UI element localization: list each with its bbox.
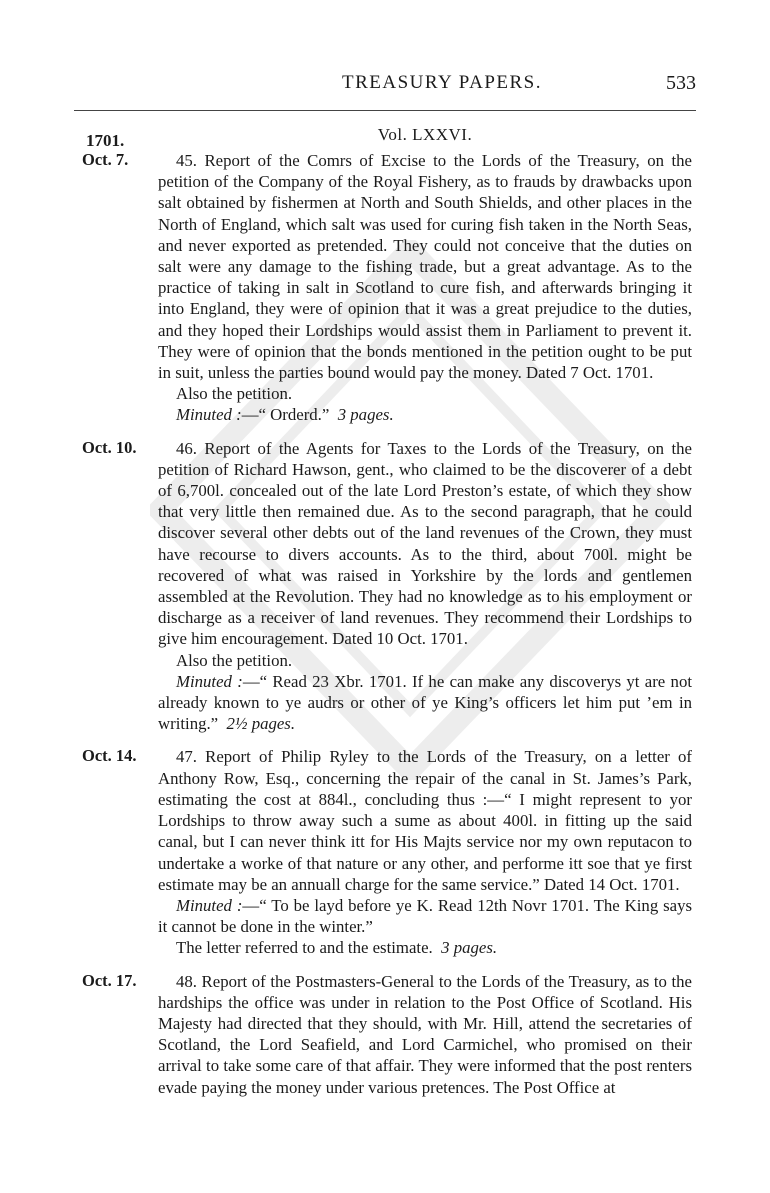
page-number: 533: [666, 72, 696, 94]
entry-48: [0, 971, 770, 1098]
entry-date: Oct. 17.: [82, 970, 137, 990]
enclosure-text: The letter referred to and the estimate.: [176, 938, 433, 958]
year-label: 1701.: [86, 131, 125, 150]
minuted-text: —“ Orderd.”: [241, 405, 330, 425]
minuted-text: —“ Read 23 Xbr. 1701. If he can make any discoverys yt are not already known to ye audrs or other of ye King’s officers let him put ’em in writing.”: [158, 671, 693, 734]
entry-text: 45. Report of the Comrs of Excise to the Lords of the Treasury, on the petition of the Company of the Royal Fishery, as to frauds by drawbacks upon salt obtained by fishermen at North and South Shields, and other places in the North of England, which salt was used for curing fish taken in the North Seas, and never exported as pretended. They could not conceive that the duties on salt were any damage to the fishing trade, but a great advantage. As to the practice of taking in salt in Scotland to cure fish, and afterwards bringing it into England, they were of opinion that it was a great prejudice to the duties, and they hoped their Lordships would assist them in Parliament to prevent it. They were of opinion that the bonds mentioned in the petition ought to be put in suit, unless the parties bound would pay the money. Dated 7 Oct. 1701.: [158, 151, 692, 383]
entry-body: [158, 438, 692, 735]
minuted-label: Minuted :: [176, 671, 243, 691]
minuted-text: —“ To be layd before ye K. Read 12th Novr 1701. The King says it cannot be done in the winter.”: [158, 895, 693, 937]
page-count: 3 pages.: [441, 938, 498, 958]
entry-47: [0, 746, 770, 958]
entry-date: Oct. 14.: [82, 746, 137, 766]
entry-45: [0, 150, 770, 426]
entry-text: 47. Report of Philip Ryley to the Lords of the Treasury, on a letter of Anthony Row, Esq., concerning the repair of the canal in St. James’s Park, estimating the cost at 884l., concluding thus :—“ I might represent to yor Lordships to throw away such a sume as about 400l. in fitting up the said canal, but I can never think itt for His Majts service nor my own reputacon to undertake a worke of that nature or any other, and performe itt soe that ye first estimate may be an annuall charge for the same service.” Dated 14 Oct. 1701.: [158, 747, 692, 894]
entry-text: 48. Report of the Postmasters-General to the Lords of the Treasury, as to the hardships the office was under in relation to the Post Office of Scotland. His Majesty had directed that they should, with Mr. Hill, attend the secretaries of Scotland, the Lord Seafield, and Lord Carmichel, who promised on their arrival to take some care of that affair. They were informed that the post renters evade paying the money under various pretences. The Post Office at: [158, 971, 692, 1097]
minuted-label: Minuted :: [176, 405, 242, 425]
entry-date: Oct. 7.: [82, 150, 129, 169]
minuted-label: Minuted :: [176, 895, 243, 915]
entry-text: 46. Report of the Agents for Taxes to the Lords of the Treasury, on the petition of Richard Hawson, gent., who claimed to be the discoverer of a debt of 6,700l. concealed out of the late Lord Preston’s estate, of which they show that very little then remained due. As to the second paragraph, that he could discover several other debts out of the land revenues of the Crown, they must have recourse to divers accounts. As to the third, about 700l. might be recovered of what was raised in Yorkshire by the lords and gentlemen assembled at the Revolution. They had no knowledge as to his employment or discharge as a receiver of land revenues. They recommend their Lordships to give him encouragement. Dated 10 Oct. 1701.: [158, 438, 692, 649]
running-head: TREASURY PAPERS.: [342, 72, 542, 93]
volume-heading: Vol. LXXVI.: [377, 125, 473, 144]
entry-minute: [158, 895, 692, 937]
page-count: 2½ pages.: [226, 714, 296, 734]
entry-body: [158, 746, 692, 958]
entry-minute: [158, 404, 692, 425]
entry-body: [158, 150, 692, 426]
entry-minute: [158, 671, 692, 735]
entry-list: [0, 150, 770, 1110]
entry-date: Oct. 10.: [82, 437, 137, 457]
entry-enclosure: Also the petition.: [176, 650, 293, 670]
page-header: [0, 72, 770, 102]
page-count: 3 pages.: [337, 405, 394, 425]
entry-enclosure: [158, 937, 692, 958]
entry-46: [0, 438, 770, 735]
header-rule: [74, 110, 696, 111]
entry-enclosure: Also the petition.: [176, 384, 293, 404]
entry-body: [158, 971, 692, 1098]
